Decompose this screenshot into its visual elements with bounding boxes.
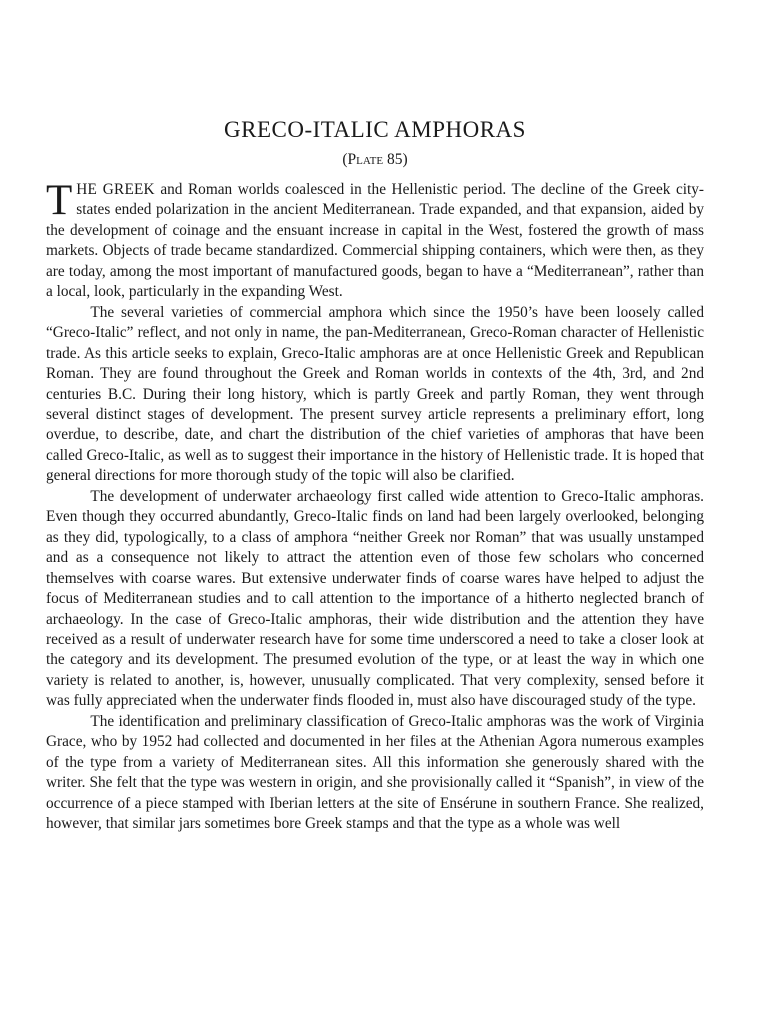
paragraph-4: The identification and preliminary classification of Greco-Italic amphoras was the work of Virginia Grace, who by 1952 had collected and documented in her files at the Athenian Agora numerous examples of the type from a variety of Mediterranean sites. All this information she generously shared with the writer. She felt that the type was western in origin, and she provisionally called it “Spanish”, in view of the occurrence of a piece stamped with Iberian letters at the site of Ensérune in southern France. She realized, however, that similar jars sometimes bore Greek stamps and that the type as a whole was well (46, 712, 704, 833)
paragraph-2: The several varieties of commercial amphora which since the 1950’s have been loosely called “Greco-Italic” reflect, and not only in name, the pan-Mediterranean, Greco-Roman character of Hellenistic trade. As this article seeks to explain, Greco-Italic amphoras are at once Hellenistic Greek and Republican Roman. They are found throughout the Greek and Roman worlds in contexts of the 4th, 3rd, and 2nd centuries B.C. During their long history, which is partly Greek and partly Roman, they went through several distinct stages of development. The present survey article represents a preliminary effort, long overdue, to describe, date, and chart the distribution of the chief varieties of amphoras that have been called Greco-Italic, as well as to suggest their importance in the history of Hellenistic trade. It is hoped that general directions for more thorough study of the topic will also be clarified. (46, 303, 704, 485)
article-title: GRECO-ITALIC AMPHORAS (224, 117, 526, 142)
plate-label: Plate (347, 151, 384, 168)
plate-reference (46, 150, 704, 170)
article-body (46, 177, 704, 835)
paragraph-3: The development of underwater archaeology first called wide attention to Greco-Italic amphoras. Even though they occurred abundantly, Greco-Italic finds on land had been largely overlooked, belonging as they did, typologically, to a class of amphora “neither Greek nor Roman” that was usually unstamped and as a consequence not likely to attract the attention even of those few scholars who concerned themselves with coarse wares. But extensive underwater finds of coarse wares have helped to adjust the focus of Mediterranean studies and to call attention to the importance of a hitherto neglected branch of archaeology. In the case of Greco-Italic amphoras, their wide distribution and the attention they have received as a result of underwater research have for some time underscored a need to take a closer look at the category and its development. The presumed evolution of the type, or at least the way in which one variety is related to another, is, however, unusually complicated. That very complexity, sensed before it was fully appreciated when the underwater finds flooded in, must also have discouraged study of the type. (46, 487, 704, 710)
drop-cap: T (46, 177, 73, 224)
plate-open-paren: ( (342, 151, 348, 168)
plate-close-paren: ) (402, 151, 408, 168)
paragraph-1 (46, 177, 704, 303)
paragraph-1-text: and Roman worlds coalesced in the Hellenistic period. The decline of the Greek city-states ended polarization in the ancient Mediterranean. Trade expanded, and that expansion, aided by the development of coinage and the ensuant increase in capital in the West, fostered the growth of mass markets. Objects of trade became standardized. Commercial shipping containers, which were then, as they are today, among the most important of manufactured goods, began to have a “Mediterranean”, rather than a local, look, particularly in the expanding West. (46, 181, 704, 301)
plate-number: 85 (383, 151, 403, 168)
article-page (46, 116, 704, 835)
paragraph-lead-words: HE GREEK (76, 181, 155, 198)
